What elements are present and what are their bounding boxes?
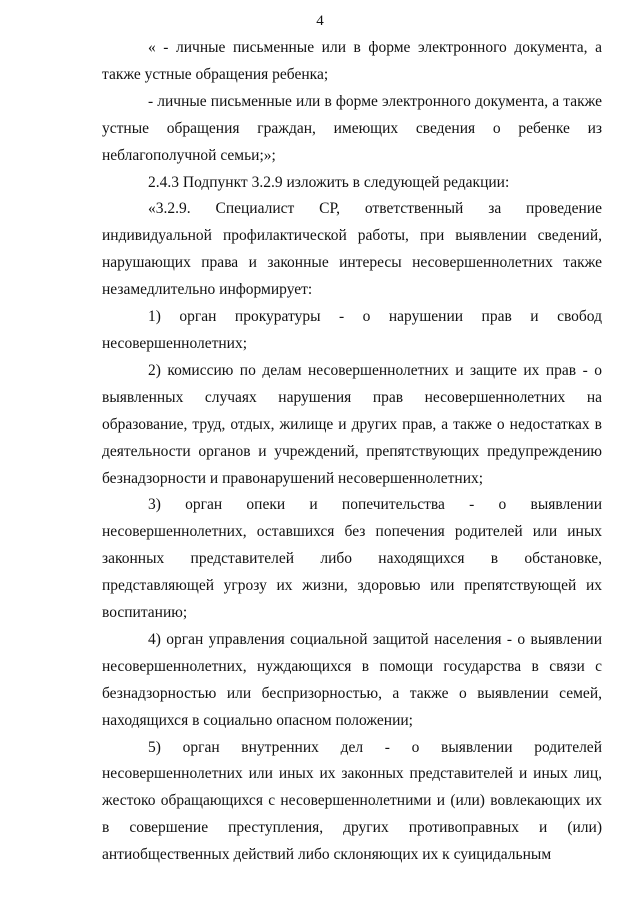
paragraph-complaints-citizens: - личные письменные или в форме электронного документа, а также устные обращения граждан, имеющих сведения о ребенке из неблагополучной семьи;»; — [102, 92, 602, 164]
document-body — [102, 35, 602, 869]
paragraph-amendment-heading: 2.4.3 Подпункт 3.2.9 изложить в следующей редакции: — [148, 173, 510, 191]
paragraph-clause-3-2-9: «3.2.9. Специалист СР, ответственный за проведение индивидуальной профилактической работы, при выявлении сведений, нарушающих права и законные интересы несовершеннолетних также незамедлительно информирует: — [102, 200, 602, 299]
page-number: 4 — [316, 13, 324, 29]
list-item-social-protection: 4) орган управления социальной защитой населения - о выявлении несовершеннолетних, нуждающихся в помощи государства в связи с безнадзорностью или беспризорностью, а также о выявлении семей, находящихся в социально опасном положении; — [102, 630, 602, 729]
list-item-guardianship: 3) орган опеки и попечительства - о выявлении несовершеннолетних, оставшихся без попечения родителей или иных законных представителей либо находящихся в обстановке, представляющей угрозу их жизни, здоровью или препятствующей их воспитанию; — [102, 496, 602, 622]
list-item-commission: 2) комиссию по делам несовершеннолетних и защите их прав - о выявленных случаях нарушения прав несовершеннолетних на образование, труд, отдых, жилище и других прав, а также о недостатках в деятельности органов и учреждений, препятствующих предупреждению безнадзорности и правонарушений несовершеннолетних; — [102, 361, 602, 487]
list-item-prosecutor: 1) орган прокуратуры - о нарушении прав и свобод несовершеннолетних; — [102, 308, 602, 352]
list-item-internal-affairs: 5) орган внутренних дел - о выявлении родителей несовершеннолетних или иных их законных представителей и иных лиц, жестоко обращающихся с несовершеннолетними и (или) вовлекающих их в совершение преступления, других противоправных и (или) антиобщественных действий либо склоняющих их к суицидальным — [102, 738, 602, 864]
paragraph-complaints-child: « - личные письменные или в форме электронного документа, а также устные обращения ребенка; — [102, 39, 602, 83]
